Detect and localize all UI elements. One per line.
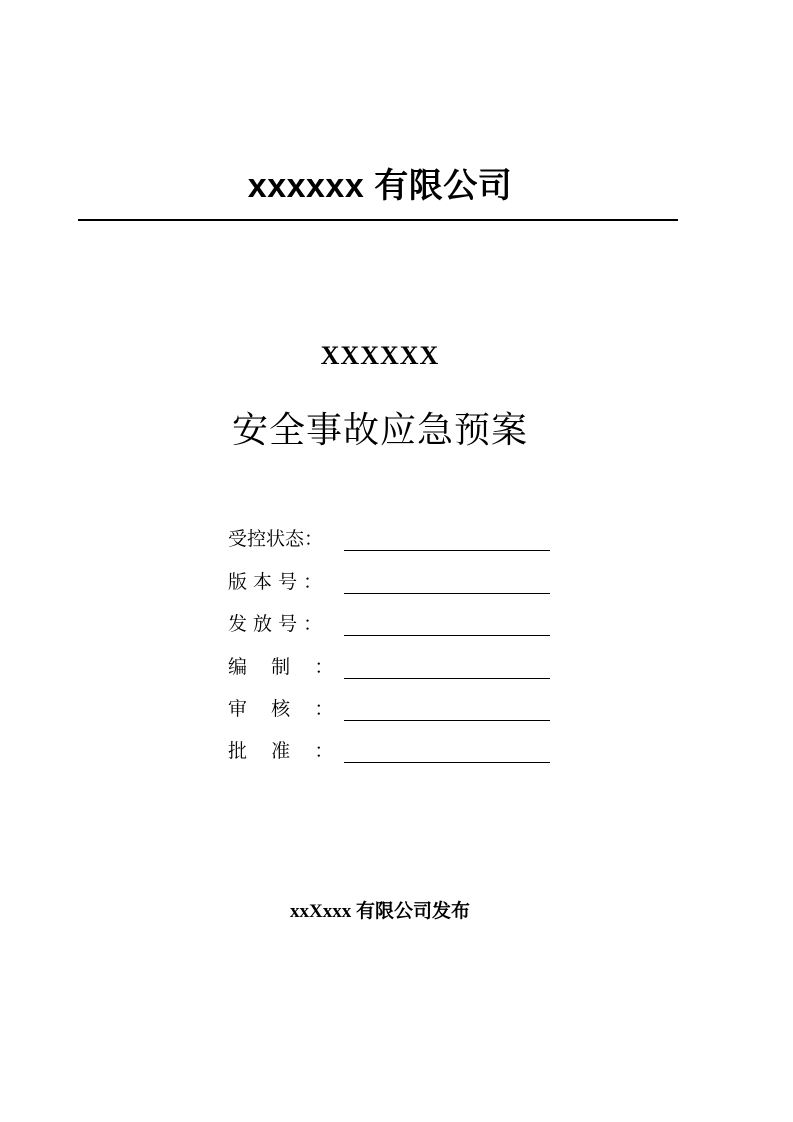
- version-label: 版 本 号 ：: [228, 570, 323, 593]
- compiled-by-field[interactable]: [344, 678, 550, 679]
- issue-number-field[interactable]: [344, 635, 550, 636]
- approved-by-label: 批 准 ：: [228, 740, 334, 763]
- form-row-approved-by: [228, 724, 558, 766]
- form-row-issue-number: [228, 597, 558, 639]
- document-title: 安全事故应急预案: [231, 410, 528, 451]
- header-divider: [78, 219, 678, 221]
- document-code: XXXXXX: [320, 341, 440, 370]
- form-row-control-status: [228, 512, 558, 554]
- form-row-version: [228, 554, 558, 596]
- company-name-header: xxxxxx 有限公司: [247, 167, 513, 205]
- approved-by-field[interactable]: [344, 762, 550, 763]
- issue-number-label: 发 放 号 ：: [228, 613, 323, 636]
- compiled-by-label: 编 制 ：: [228, 655, 334, 678]
- form-row-reviewed-by: [228, 682, 558, 724]
- form-row-compiled-by: [228, 639, 558, 681]
- control-status-field[interactable]: [344, 550, 550, 551]
- version-field[interactable]: [344, 593, 550, 594]
- control-status-label: 受控状态：: [228, 528, 324, 551]
- publisher-line: xxXxxx 有限公司发布: [290, 901, 470, 922]
- reviewed-by-field[interactable]: [344, 720, 550, 721]
- reviewed-by-label: 审 核 ：: [228, 697, 334, 720]
- control-info-form: [228, 512, 558, 766]
